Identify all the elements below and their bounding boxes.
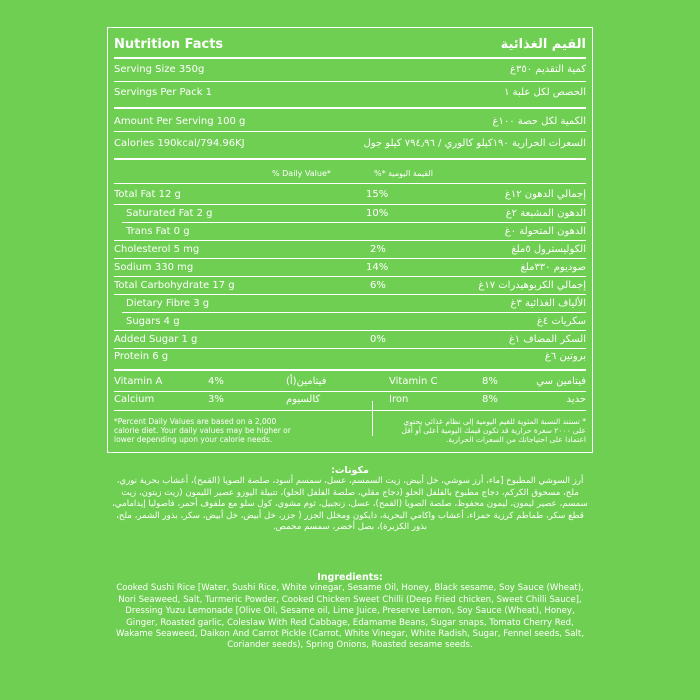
nutrient-label-en: Dietary Fibre 3 g [126,298,210,309]
iron-label: Iron [389,394,409,405]
ingredients-ar-text: أرز السوشي المطبوخ [ماء، أرز سوشي، خل أبيض، زيت السمسم، عسل، سمسم أسود، صلصة الصويا (القمح)، أعشاب بحرية نوري، ملح، مسحوق الكركم، دجاج مطبوخ بالفلفل الحلو (دجاج مقلي، صلصة الفلفل الحلو)، تتبيلة اليوزو عصير الليمون (زيت زيتون، زيت سمسم، عصير ليمون، ليمون محفوظ، صلصة الصويا (القمح)، عسل، زنجبيل، ثوم مشوي، كول سلو مع ملفوف أحمر، فاصوليا إيدامامي، قطع سكر، طماطم كرزية حمراء، أعشاب واكامي البحرية، دايكون ومخلل الجزر ( جزر، خل أبيض، خل أبيض، سكر، بذور الشمر، ملح، بذور الكزبرة)، بصل أخضر، سمسم محمص. [112,476,588,533]
vitamin-a-ar: فيتامين(أ) [286,376,327,387]
divider [114,204,586,205]
nutrient-label-en: Sugars 4 g [126,316,180,327]
nutrient-label-ar: الدهون المشبعة ٢غ [505,208,586,219]
divider [122,312,586,313]
nutrient-label-en: Saturated Fat 2 g [126,208,213,219]
iron-ar: حديد [566,394,586,405]
divider [114,410,586,411]
amount-per-serving-ar: الكمية لكل حصة ١٠٠غ [492,116,586,127]
ingredients-en-text: Cooked Sushi Rice [Water, Sushi Rice, White vinegar, Sesame Oil, Honey, Black sesame, Soy Sauce (Wheat), Nori Seaweed, Salt, Turmeric Powder, Cooked Chicken Sweet Chilli (Deep Fried chicken, Sweet Chilli Sauce], Dressing Yuzu Lemonade [Olive Oil, Sesame oil, Lime Juice, Preserve Lemon, Soy Sauce (Wheat), Honey, Ginger, Roasted garlic, Coleslaw With Red Cabbage, Edamame Beans, Sugar snaps, Tomato Cherry Red, Wakame Seaweed, Daikon And Carrot Pickle (Carrot, White Vinegar, White Radish, Sugar, Fennel seeds, Salt, Coriander seeds), Spring Onions, Roasted sesame seeds. [116,583,584,651]
nutrient-label-ar: سكريات ٤غ [536,316,586,327]
nutrition-facts-panel [107,27,593,453]
nutrient-pct: 0% [370,334,386,345]
nutrient-pct: 6% [370,280,386,291]
title-en: Nutrition Facts [114,37,224,52]
nutrient-label-ar: إجمالي الكربوهيدرات ١٧غ [478,280,586,291]
divider [114,330,586,331]
nutrient-label-ar: إجمالي الدهون ١٢غ [504,189,586,200]
calcium-label: Calcium [114,394,155,405]
divider [114,391,586,392]
amount-per-serving-en: Amount Per Serving 100 g [114,116,246,127]
nutrient-label-en: Total Carbohydrate 17 g [114,280,235,291]
nutrient-label-en: Sodium 330 mg [114,262,194,273]
footnote-en: *Percent Daily Values are based on a 2,000 calorie diet. Your daily values may be higher or lower depending upon your calorie needs. [114,417,291,444]
divider [114,57,586,59]
divider [114,158,586,160]
calories-en: Calories 190kcal/794.96KJ [114,138,245,149]
nutrient-pct: 2% [370,244,386,255]
ingredients-ar-heading: مكونات: [331,465,369,476]
divider [122,222,586,223]
divider [114,258,586,259]
vitamin-column-divider [372,401,373,436]
divider [114,276,586,277]
nutrient-label-ar: صوديوم ٣٣٠ملغ [520,262,586,273]
divider [114,107,586,109]
nutrient-pct: 15% [366,189,389,200]
nutrient-label-ar: الدهون المتحولة ٠غ [504,226,586,237]
daily-value-label-en: % Daily Value* [272,169,331,178]
title-ar: القيم الغذائية [500,37,586,52]
nutrient-label-ar: الكوليسترول ٥ملغ [511,244,586,255]
nutrient-label-ar: بروتين ٦غ [544,351,586,362]
servings-per-pack-ar: الحصص لكل علبة ١ [504,87,586,98]
serving-size-ar: كمية التقديم ٣٥٠غ [510,64,586,75]
divider [114,183,586,184]
daily-value-label-ar: القيمة اليومية *% [374,169,433,178]
nutrient-label-en: Cholesterol 5 mg [114,244,200,255]
footnote-ar: * تستند النسبة المئوية للقيم اليومية إلى نظام غذائي يحتوي على ٢٠٠٠ سعرة حرارية قد تكون قيمك اليومية أعلى أو أقل اعتمادا على احتياجاتك من السعرات الحرارية. [401,417,586,444]
divider [114,240,586,241]
ingredients-en-block [112,572,588,652]
nutrient-label-en: Added Sugar 1 g [114,334,198,345]
nutrient-label-ar: الألياف الغذائية ٣غ [510,298,586,309]
divider [114,369,586,371]
divider [114,294,586,295]
ingredients-en-heading: Ingredients: [317,572,383,583]
vitamin-c-pct: 8% [482,376,498,387]
vitamin-c-label: Vitamin C [389,376,438,387]
ingredients-ar-block [112,465,588,533]
divider [114,131,586,132]
nutrient-pct: 14% [366,262,389,273]
title-row [114,37,586,53]
nutrient-label-en: Protein 6 g [114,351,169,362]
serving-size-en: Serving Size 350g [114,64,205,75]
calories-ar: السعرات الحرارية ١٩٠كيلو كالوري / ٧٩٤٫٩٦ كيلو جول [363,138,586,149]
vitamin-a-label: Vitamin A [114,376,163,387]
calcium-ar: كالسيوم [286,394,321,405]
divider [114,81,586,82]
nutrient-pct: 10% [366,208,389,219]
calcium-pct: 3% [208,394,224,405]
nutrient-label-ar: السكر المضاف ١غ [508,334,586,345]
vitamin-a-pct: 4% [208,376,224,387]
iron-pct: 8% [482,394,498,405]
divider [114,348,586,349]
nutrient-label-en: Trans Fat 0 g [126,226,190,237]
servings-per-pack-en: Servings Per Pack 1 [114,87,213,98]
nutrient-label-en: Total Fat 12 g [114,189,181,200]
vitamin-c-ar: فيتامين سي [536,376,586,387]
